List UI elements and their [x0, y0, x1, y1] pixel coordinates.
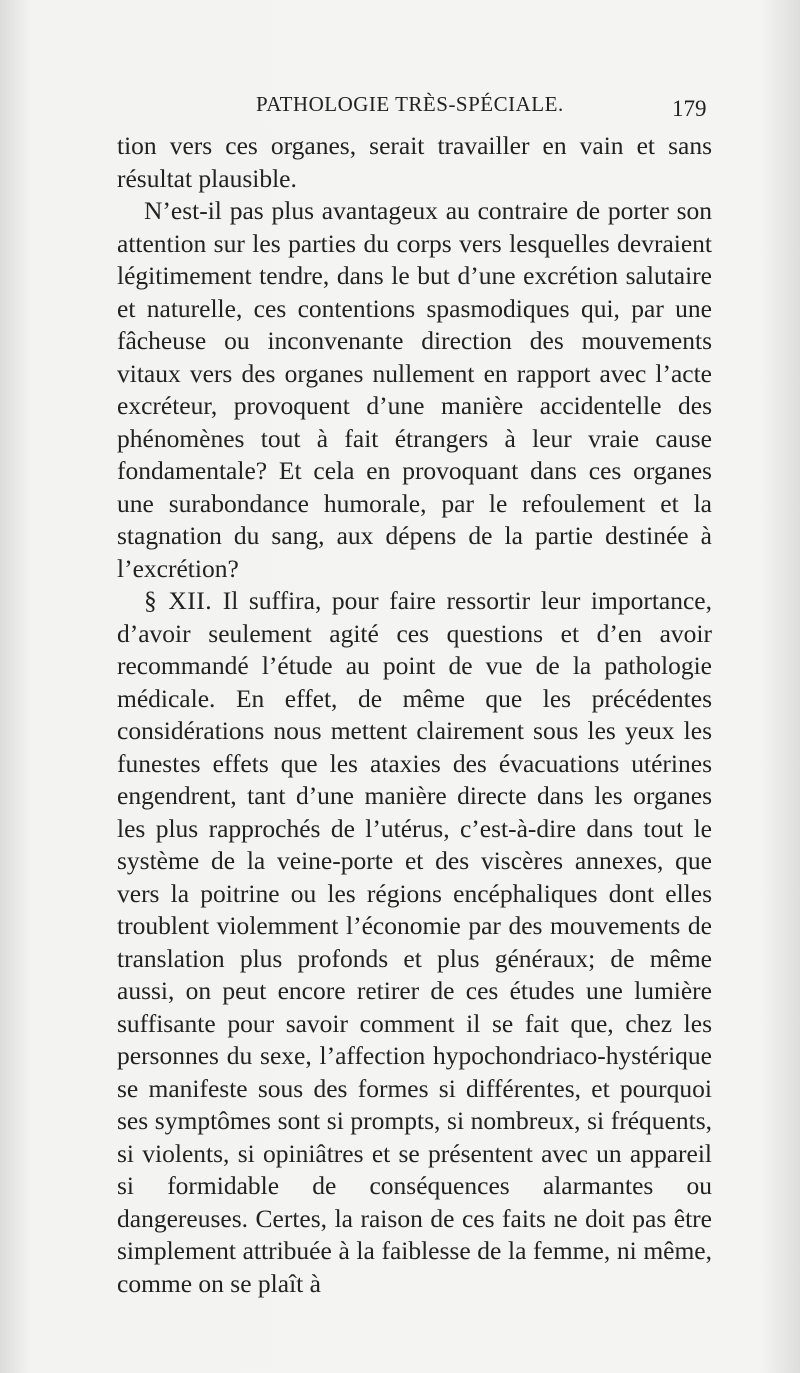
paragraph	[117, 195, 712, 585]
page-body	[117, 130, 712, 1300]
paragraph-text: tion vers ces organes, serait travailler en vain et sans résultat plausible.	[117, 131, 712, 193]
paragraph-continuation	[117, 130, 712, 195]
paragraph-text: Il suffira, pour faire ressortir leur importance, d’avoir seulement agité ces questions et d’en avoir recommandé l’étude au point de vue de la pathologie médicale. En effet, de même que les précédentes considérations nous mettent clairement sous les yeux les funestes effets que les ataxies des évacuations utérines engendrent, tant d’une manière directe dans les organes les plus rapprochés de l’utérus, c’est-à-dire dans tout le système de la veine-porte et des viscères annexes, que vers la poitrine ou les régions encéphaliques dont elles troublent violemment l’économie par des mouvements de translation plus profonds et plus généraux; de même aussi, on peut encore retirer de ces études une lumière suffisante pour savoir comment il se fait que, chez les personnes du sexe, l’affection hypochondriaco-hystérique se manifeste sous des formes si différentes, et pourquoi ses symptômes sont si prompts, si nombreux, si fréquents, si violents, si opiniâtres et se présentent avec un appareil si formidable de conséquences alarmantes ou dangereuses. Certes, la raison de ces faits ne doit pas être simplement attribuée à la faiblesse de la femme, ni même, comme on se plaît à	[117, 586, 713, 1298]
running-title: PATHOLOGIE TRÈS-SPÉCIALE.	[256, 92, 564, 116]
page-header	[0, 92, 800, 132]
paragraph-text: N’est-il pas plus avantageux au contraire de porter son attention sur les parties du corps vers lesquelles devraient légitimement tendre, dans le but d’une excrétion salutaire et naturelle, ces contentions spasmodiques qui, par une fâcheuse ou inconvenante direction des mouvements vitaux vers des organes nullement en rapport avec l’acte excréteur, provoquent d’une manière accidentelle des phénomènes tout à fait étrangers à leur vraie cause fondamentale? Et cela en provoquant dans ces organes une surabondance humorale, par le refoulement et la stagnation du sang, aux dépens de la partie destinée à l’excrétion?	[117, 196, 712, 583]
section-heading: § XII.	[144, 586, 213, 615]
page-number: 179	[672, 96, 707, 121]
paragraph-section-xii	[117, 585, 712, 1300]
